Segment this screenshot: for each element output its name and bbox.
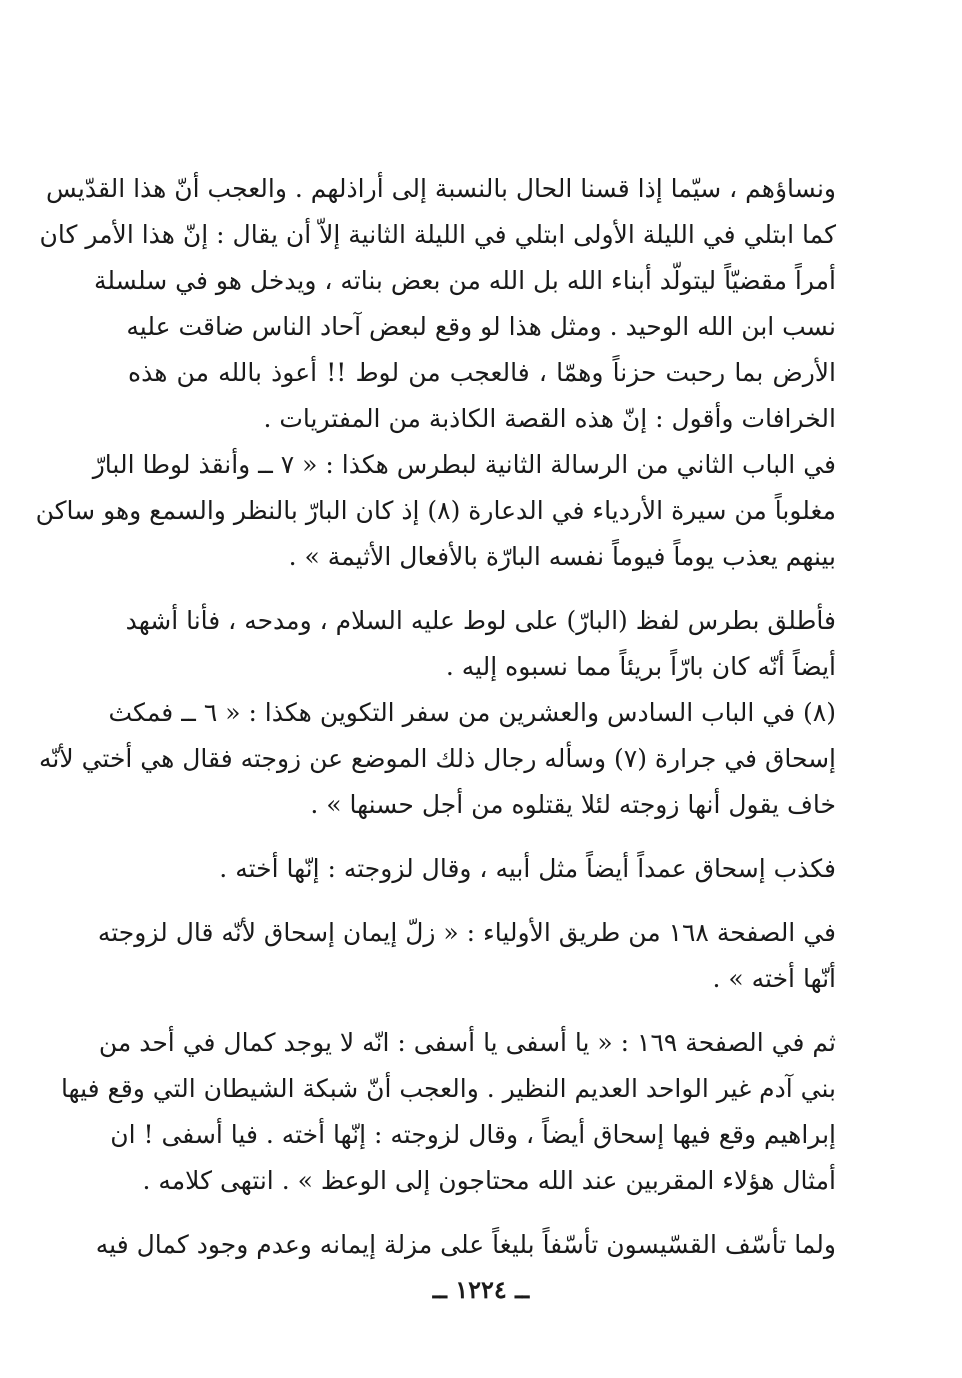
text-line: ثم في الصفحة ١٦٩ : « يا أسفى يا أسفى : انّه لا يوجد كمال في أحد من [98, 1028, 836, 1057]
paragraph-2 [35, 442, 836, 580]
text-line: إبراهيم وقع فيها إسحاق أيضاً ، وقال لزوجته : إنّها أخته . فيا أسفى ! ان [110, 1120, 836, 1149]
text-line: (٨) في الباب السادس والعشرين من سفر التكوين هكذا : « ٦ ــ فمكث [108, 698, 836, 727]
paragraph-4 [39, 690, 836, 828]
text-line: بينهم يعذب يوماً فيوماً نفسه البارّة بالأفعال الأثيمة » . [288, 542, 836, 571]
text-line: فأطلق بطرس لفظ (البارّ) على لوط عليه السلام ، ومدحه ، فأنا أشهد [125, 606, 836, 635]
text-line: الأرض بما رحبت حزناً وهمّا ، فالعجب من لوط !! أعوذ بالله من هذه [128, 358, 836, 387]
text-line: أنّها أخته » . [712, 964, 836, 993]
text-line: بني آدم غير الواحد العديم النظير . والعجب أنّ شبكة الشيطان التي وقع فيها [60, 1074, 836, 1103]
paragraph-1 [39, 166, 836, 442]
text-line: أمثال هؤلاء المقربين عند الله محتاجون إلى الوعظ » . انتهى كلامه . [142, 1166, 836, 1195]
paragraph-7 [60, 1020, 836, 1204]
text-line: في الباب الثاني من الرسالة الثانية لبطرس هكذا : « ٧ ــ وأنقذ لوطا البارّ [92, 450, 836, 479]
text-line: خاف يقول أنها زوجته لئلا يقتلوه من أجل حسنها » . [310, 790, 836, 819]
paragraph-6 [97, 910, 836, 1002]
paragraph-5 [128, 846, 836, 892]
text-line: أمراً مقضيّاً ليتولّد أبناء الله بل الله من بعض بناته ، ويدخل هو في سلسلة [93, 266, 836, 295]
text-line: نسب ابن الله الوحيد . ومثل هذا لو وقع لبعض آحاد الناس ضاقت عليه [126, 312, 836, 341]
text-line: كما ابتلي في الليلة الأولى ابتلي في الليلة الثانية إلاّ أن يقال : إنّ هذا الأمر كان [39, 220, 836, 249]
text-line: فكذب إسحاق عمداً أيضاً مثل أبيه ، وقال لزوجته : إنّها أخته . [219, 854, 836, 883]
text-line: ولما تأسّف القسّيسون تأسّفاً بليغاً على مزلة إيمانه وعدم وجود كمال فيه [95, 1230, 836, 1259]
paragraph-8 [95, 1222, 836, 1268]
page-body [35, 166, 836, 1268]
text-line: إسحاق في جرارة (٧) وسأله رجال ذلك الموضع عن زوجته فقال هي أختي لأنّه [39, 744, 836, 773]
text-line: في الصفحة ١٦٨ من طريق الأولياء : « زلّ إيمان إسحاق لأنّه قال لزوجته [97, 918, 836, 947]
page-number: ــ ١٢٢٤ ــ [432, 1275, 530, 1304]
paragraph-3 [125, 598, 836, 690]
text-line: أيضاً أنّه كان بارّاً بريئاً مما نسبوه إليه . [445, 652, 836, 681]
text-line: ونساؤهم ، سيّما إذا قسنا الحال بالنسبة إلى أراذلهم . والعجب أنّ هذا القدّيس [45, 174, 836, 203]
text-line: الخرافات وأقول : إنّ هذه القصة الكاذبة من المفتريات . [263, 404, 836, 433]
text-line: مغلوباً من سيرة الأرديا‌ء في الدعارة (٨) إذ كان البارّ بالنظر والسمع وهو ساكن [35, 496, 836, 525]
